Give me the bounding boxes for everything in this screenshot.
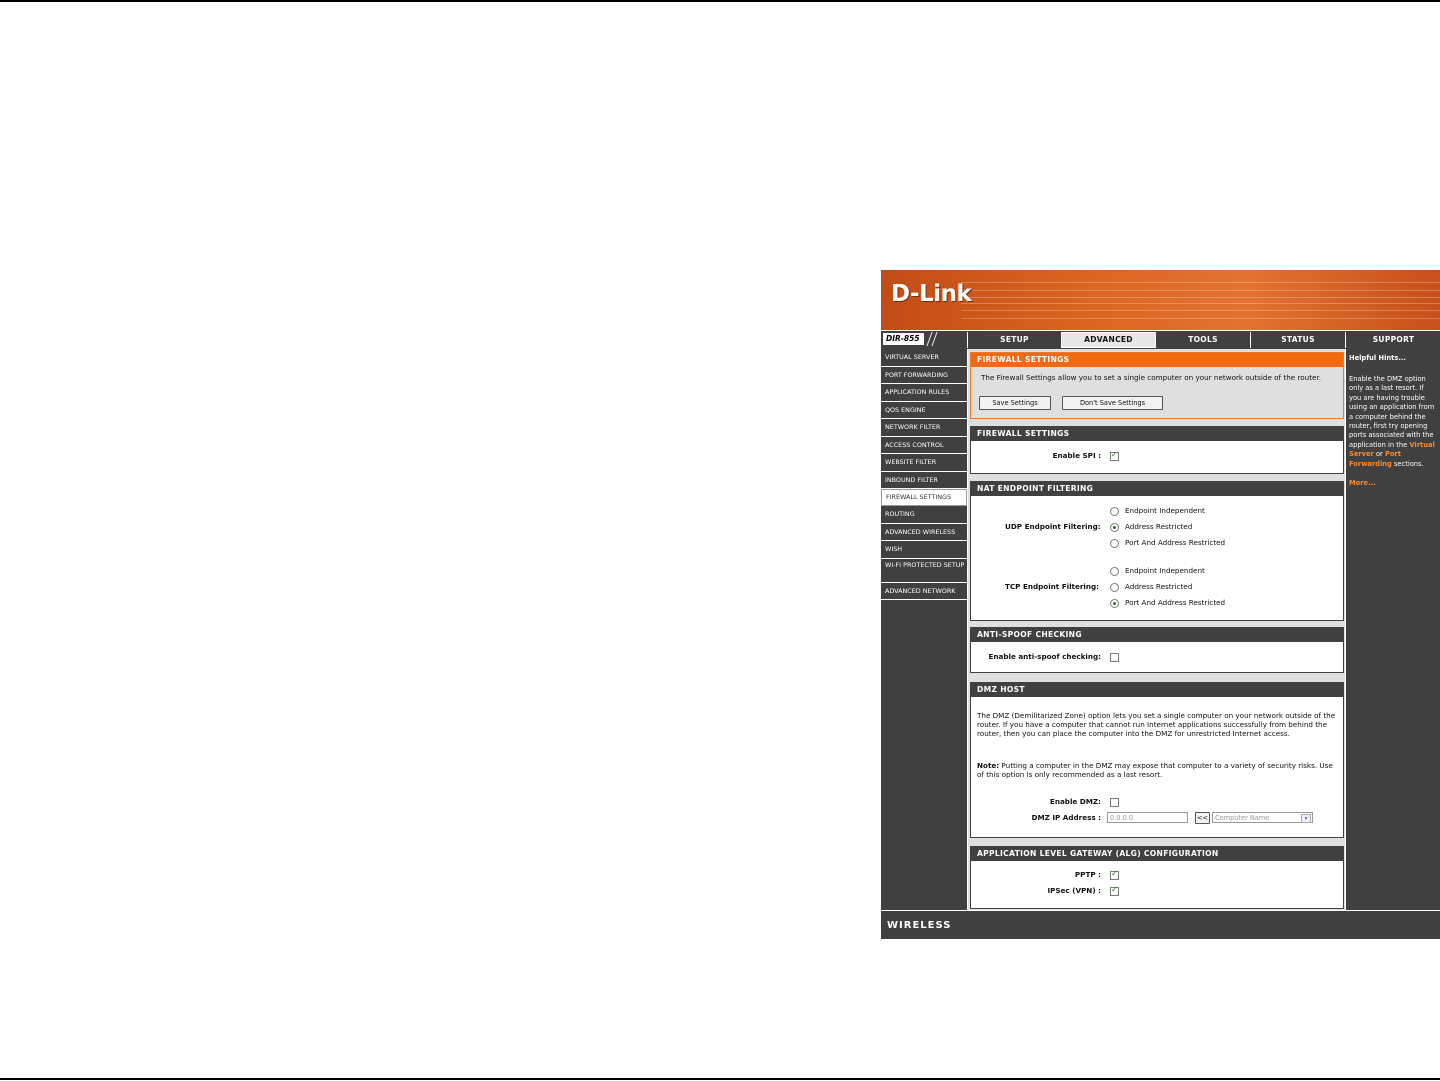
sidebar-item-wish[interactable]: WISH [881,541,967,559]
dmz-ip-label: DMZ IP Address : [1031,813,1101,822]
footer-bar [881,911,1440,939]
sidebar-item-qos-engine[interactable]: QOS ENGINE [881,402,967,420]
sidebar-item-virtual-server[interactable]: VIRTUAL SERVER [881,349,967,367]
intro-title: FIREWALL SETTINGS [971,353,1343,367]
virtual-server-link[interactable]: Virtual Server [1349,440,1435,459]
udp-endpoint-label: UDP Endpoint Filtering: [1005,522,1101,531]
sidebar-item-firewall-settings[interactable]: FIREWALL SETTINGS [881,489,967,506]
save-settings-button[interactable]: Save Settings [979,396,1051,410]
sidebar-item-access-control[interactable]: ACCESS CONTROL [881,437,967,455]
sidebar-item-application-rules[interactable]: APPLICATION RULES [881,384,967,402]
chevron-down-icon: ▾ [1301,814,1311,823]
alg-panel [970,846,1344,909]
enable-spi-checkbox[interactable] [1110,452,1119,461]
hints-text: sections. [1391,459,1424,468]
hints-title: Helpful Hints... [1349,354,1406,362]
dlink-banner [881,270,1440,330]
sidebar-item-website-filter[interactable]: WEBSITE FILTER [881,454,967,472]
intro-text: The Firewall Settings allow you to set a single computer on your network outside of the router. [981,373,1322,382]
tcp-address-restricted-radio[interactable] [1110,583,1119,592]
port-forwarding-link[interactable]: Port Forwarding [1349,450,1401,468]
wireless-footer-text: WIRELESS [887,920,952,931]
dmz-description: The DMZ (Demilitarized Zone) option lets you set a single computer on your network outside of the router. If you have a computer that cannot run Internet applications successfully from behind the router, then you can place the computer into the DMZ for unrestricted Internet access. [977,711,1336,738]
sidebar-item-advanced-network[interactable]: ADVANCED NETWORK [881,583,967,601]
tab-tools[interactable]: TOOLS [1155,332,1250,348]
pptp-label: PPTP : [1074,870,1101,879]
enable-spi-label: Enable SPI : [1052,451,1101,460]
top-nav [881,330,1440,349]
tab-advanced[interactable]: ADVANCED [1061,332,1156,348]
sidebar-item-wifi-protected-setup[interactable]: WI-FI PROTECTED SETUP [881,559,967,583]
enable-dmz-checkbox[interactable] [1110,798,1119,807]
tcp-endpoint-independent-radio[interactable] [1110,567,1119,576]
sidebar-item-advanced-wireless[interactable]: ADVANCED WIRELESS [881,524,967,542]
tab-support[interactable]: SUPPORT [1345,332,1440,348]
tcp-port-address-restricted-radio[interactable] [1110,599,1119,608]
nat-endpoint-title: NAT ENDPOINT FILTERING [971,482,1343,496]
udp-address-restricted-radio[interactable] [1110,523,1119,532]
firewall-settings-panel [970,426,1344,474]
tcp-option-label: Endpoint Independent [1125,566,1205,575]
anti-spoof-label: Enable anti-spoof checking: [988,652,1101,661]
udp-endpoint-independent-radio[interactable] [1110,507,1119,516]
sidebar-item-inbound-filter[interactable]: INBOUND FILTER [881,472,967,490]
firewall-settings-title: FIREWALL SETTINGS [971,427,1343,441]
sidebar-item-network-filter[interactable]: NETWORK FILTER [881,419,967,437]
tab-status[interactable]: STATUS [1250,332,1345,348]
alg-title: APPLICATION LEVEL GATEWAY (ALG) CONFIGURATION [971,847,1343,861]
helpful-hints-panel [1346,349,1440,910]
pptp-checkbox[interactable] [1110,871,1119,880]
tcp-option-label: Port And Address Restricted [1125,598,1226,607]
computer-name-select[interactable] [1212,812,1313,823]
dmz-note [977,761,1339,779]
ipsec-label: IPSec (VPN) : [1047,886,1101,895]
nat-endpoint-panel [970,481,1344,621]
page-bottom-rule [0,1078,1440,1080]
dmz-host-panel [970,682,1344,838]
dlink-logo: D-Link [891,281,972,307]
udp-option-label: Endpoint Independent [1125,506,1205,515]
dont-save-settings-button[interactable]: Don't Save Settings [1062,396,1163,410]
model-label: DIR-855 [883,333,924,345]
more-link[interactable]: More... [1349,479,1376,488]
dmz-host-title: DMZ HOST [971,683,1343,697]
enable-dmz-label: Enable DMZ: [1049,797,1101,806]
hints-text: Enable the DMZ option only as a last resort. If you are having trouble using an application from a computer behind the router, first try opening ports associated with the application in the [1349,375,1435,449]
tab-setup[interactable]: SETUP [967,332,1061,348]
tcp-endpoint-label: TCP Endpoint Filtering: [1005,582,1100,591]
copy-computer-ip-button[interactable]: << [1196,814,1209,822]
sidebar-item-port-forwarding[interactable]: PORT FORWARDING [881,367,967,385]
sidebar-item-routing[interactable]: ROUTING [881,506,967,524]
main-content [968,349,1345,910]
anti-spoof-title: ANTI-SPOOF CHECKING [971,628,1343,642]
page-top-rule [0,0,1440,2]
router-admin-screenshot [881,270,1440,939]
udp-option-label: Port And Address Restricted [1125,538,1226,547]
anti-spoof-panel [970,627,1344,673]
udp-port-address-restricted-radio[interactable] [1110,539,1119,548]
udp-option-label: Address Restricted [1125,522,1193,531]
hints-text: or [1373,450,1385,459]
anti-spoof-checkbox[interactable] [1110,653,1119,662]
dmz-note-text: Putting a computer in the DMZ may expose that computer to a variety of security risks. Use of this option is only recommended as a last resort. [977,761,1333,779]
sidebar [881,349,967,910]
dmz-note-label: Note: [977,761,1000,770]
ipsec-checkbox[interactable] [1110,887,1119,896]
tcp-option-label: Address Restricted [1125,582,1193,591]
hints-body [1349,375,1437,488]
dmz-ip-input[interactable]: 0.0.0.0 [1107,812,1188,823]
computer-name-value: Computer Name [1215,814,1270,822]
intro-panel [970,352,1344,419]
